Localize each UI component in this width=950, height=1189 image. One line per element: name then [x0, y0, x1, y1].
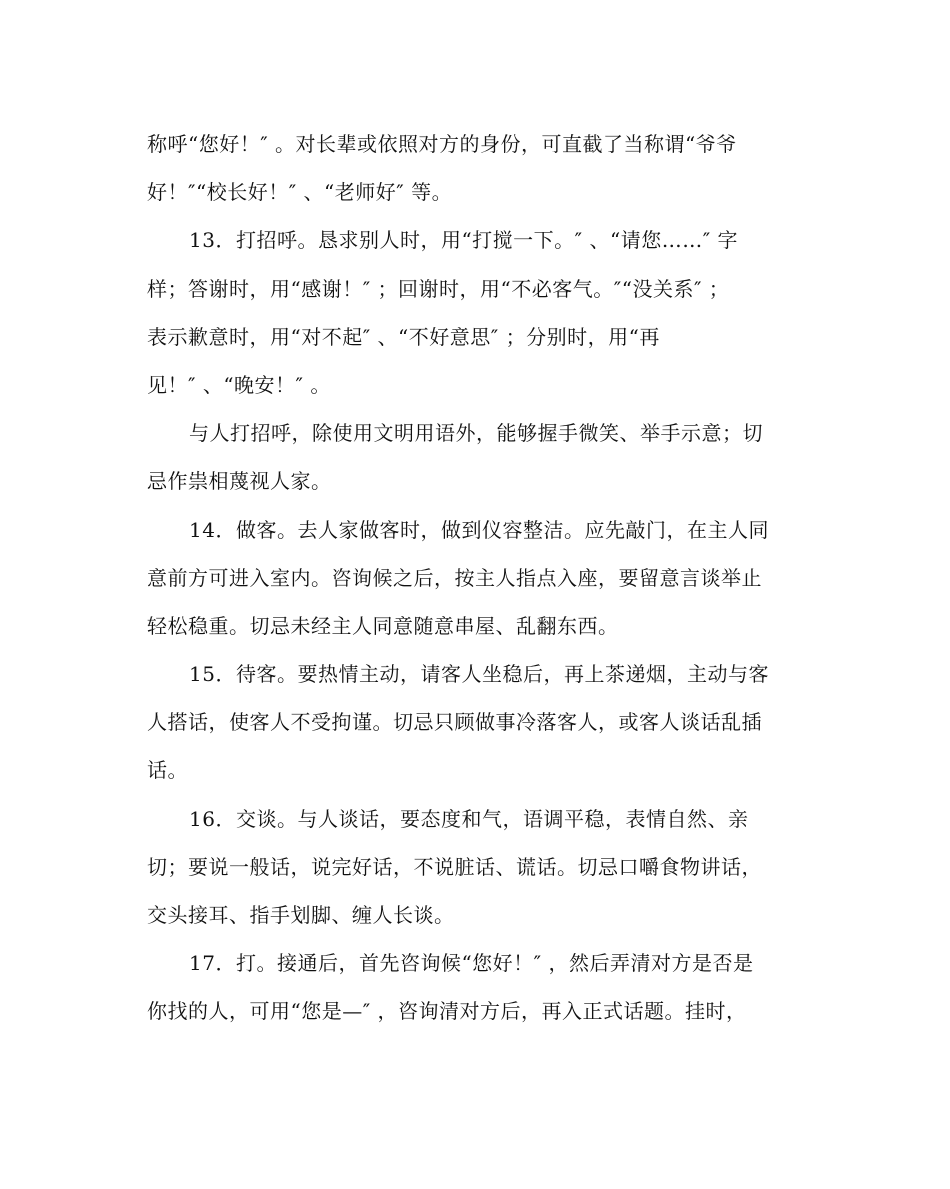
text-line: 交头接耳、指手划脚、缠人长谈。 — [147, 903, 455, 927]
text-line: 你找的人，可用“您是—″ ，咨询清对方后，再入正式话题。挂时， — [147, 999, 747, 1024]
text-line: 好！″“校长好！″ 、“老师好″ 等。 — [147, 180, 453, 205]
text-line: 话。 — [147, 758, 188, 783]
text-line: 与人打招呼，除使用文明用语外，能够握手微笑、举手示意；切 — [189, 421, 763, 446]
text-line: 切；要说一般话，说完好话，不说脏话、谎话。切忌口嚼食物讲话， — [147, 854, 762, 879]
text-line: 称呼“您好！″ 。对长辈或依照对方的身份，可直截了当称谓“爷爷 — [147, 132, 737, 156]
text-line: 样；答谢时，用“感谢！″ ；回谢时，用“不必客气。″“没关系″ ； — [147, 276, 730, 301]
text-line: 意前方可进入室内。咨询候之后，按主人指点入座，要留意言谈举止 — [147, 565, 762, 590]
text-line: 13．打招呼。恳求别人时，用“打搅一下。″ 、“请您……″ 字 — [189, 228, 739, 253]
document-body — [147, 120, 807, 1036]
text-line: 16．交谈。与人谈话，要态度和气，语调平稳，表情自然、亲 — [189, 806, 749, 831]
text-line: 人搭话，使客人不受拘谨。切忌只顾做事冷落客人，或客人谈话乱插 — [147, 710, 762, 735]
text-line: 忌作祟相蔑视人家。 — [147, 469, 332, 494]
text-line: 17．打。接通后，首先咨询候“您好！″ ，然后弄清对方是否是 — [189, 951, 754, 976]
text-line: 轻松稳重。切忌未经主人同意随意串屋、乱翻东西。 — [147, 613, 619, 638]
text-line: 14．做客。去人家做客时，做到仪容整洁。应先敲门，在主人同 — [189, 517, 769, 542]
text-line: 15．待客。要热情主动，请客人坐稳后，再上茶递烟，主动与客 — [189, 662, 769, 687]
text-line: 见！″ 、“晚安！″ 。 — [147, 372, 331, 397]
text-line: 表示歉意时，用“对不起″ 、“不好意思″ ；分别时，用“再 — [147, 324, 660, 349]
